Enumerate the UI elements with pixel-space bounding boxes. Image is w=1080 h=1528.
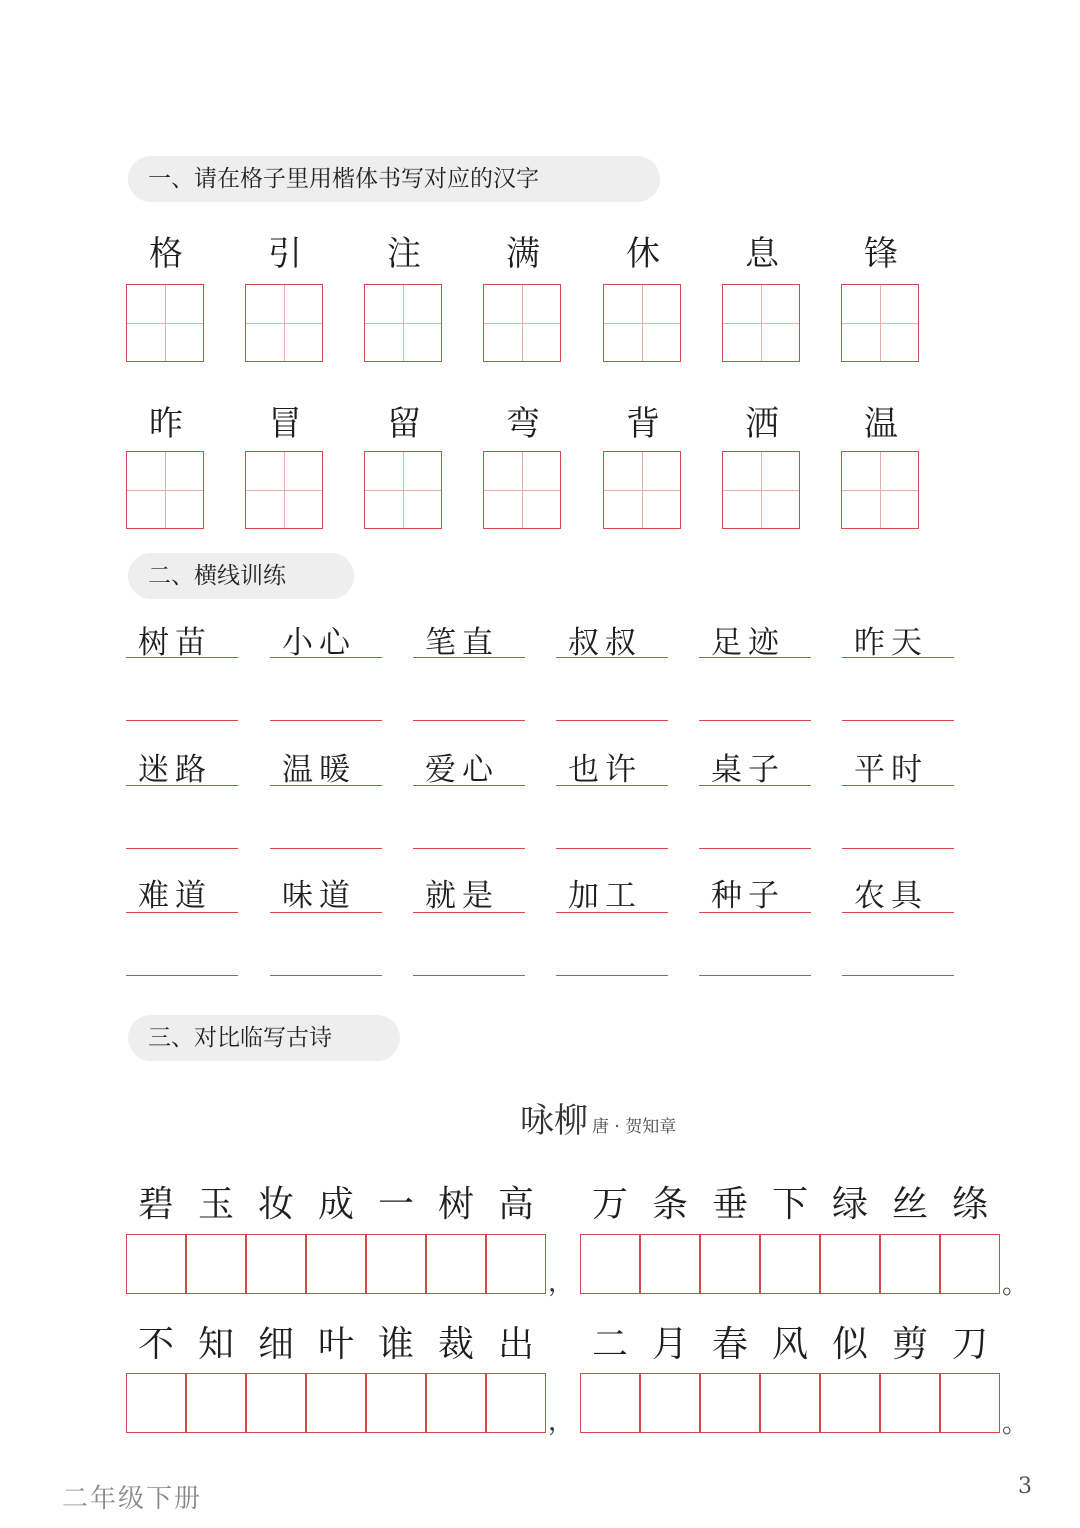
tianzi-grid-box[interactable]	[603, 451, 681, 529]
poem-box[interactable]	[486, 1234, 546, 1294]
poem-char: 细	[257, 1324, 294, 1365]
poem-box[interactable]	[640, 1234, 700, 1294]
poem-char: 妆	[257, 1184, 294, 1225]
poem-title	[520, 1093, 676, 1142]
practice-line[interactable]	[126, 975, 238, 976]
practice-char: 引	[268, 234, 302, 274]
poem-char: 似	[831, 1324, 868, 1365]
poem-char: 一	[377, 1184, 414, 1225]
poem-char: 玉	[197, 1184, 234, 1225]
poem-box[interactable]	[186, 1373, 246, 1433]
practice-line[interactable]	[842, 720, 954, 721]
word-underline	[270, 657, 382, 658]
practice-line[interactable]	[699, 720, 811, 721]
tianzi-grid-box[interactable]	[483, 284, 561, 362]
poem-char: 树	[437, 1184, 474, 1225]
poem-box[interactable]	[580, 1234, 640, 1294]
poem-char: 垂	[711, 1184, 748, 1225]
practice-char: 锋	[864, 234, 898, 274]
practice-char: 满	[506, 234, 540, 274]
poem-char: 下	[771, 1184, 808, 1225]
practice-line[interactable]	[842, 848, 954, 849]
word-underline	[413, 912, 525, 913]
poem-box[interactable]	[760, 1373, 820, 1433]
word-underline	[556, 785, 668, 786]
word-underline	[842, 785, 954, 786]
word-underline	[699, 785, 811, 786]
poem-box[interactable]	[580, 1373, 640, 1433]
word-underline	[413, 785, 525, 786]
poem-box[interactable]	[426, 1234, 486, 1294]
word-underline	[126, 785, 238, 786]
practice-char: 注	[387, 234, 421, 274]
word-sample: 爱心	[425, 752, 499, 788]
word-sample: 温暖	[282, 752, 356, 788]
practice-line[interactable]	[556, 975, 668, 976]
word-underline	[842, 912, 954, 913]
poem-box[interactable]	[126, 1234, 186, 1294]
word-underline	[699, 657, 811, 658]
poem-char: 绿	[831, 1184, 868, 1225]
poem-char: 出	[497, 1324, 534, 1365]
practice-line[interactable]	[270, 720, 382, 721]
word-sample: 也许	[568, 752, 642, 788]
tianzi-grid-box[interactable]	[722, 451, 800, 529]
word-sample: 农具	[854, 878, 928, 914]
word-underline	[270, 785, 382, 786]
practice-line[interactable]	[126, 720, 238, 721]
practice-line[interactable]	[842, 975, 954, 976]
poem-box[interactable]	[306, 1234, 366, 1294]
word-sample: 加工	[568, 878, 642, 914]
practice-char: 昨	[149, 404, 183, 444]
practice-line[interactable]	[699, 975, 811, 976]
poem-box[interactable]	[760, 1234, 820, 1294]
word-sample: 味道	[282, 878, 356, 914]
poem-char: 风	[771, 1324, 808, 1365]
section3-heading: 三、对比临写古诗	[128, 1015, 400, 1061]
poem-char: 月	[651, 1324, 688, 1365]
practice-char: 背	[626, 404, 660, 444]
poem-box[interactable]	[880, 1234, 940, 1294]
poem-title-text: 咏柳	[520, 1101, 588, 1141]
practice-line[interactable]	[413, 848, 525, 849]
word-sample: 昨天	[854, 625, 928, 661]
tianzi-grid-box[interactable]	[722, 284, 800, 362]
poem-box[interactable]	[640, 1373, 700, 1433]
poem-char: 丝	[891, 1184, 928, 1225]
poem-char: 高	[497, 1184, 534, 1225]
word-sample: 足迹	[711, 625, 785, 661]
practice-char: 休	[626, 234, 660, 274]
tianzi-grid-box[interactable]	[841, 451, 919, 529]
poem-char: 碧	[137, 1184, 174, 1225]
poem-author: 唐 · 贺知章	[592, 1117, 677, 1137]
poem-char: 剪	[891, 1324, 928, 1365]
word-underline	[413, 657, 525, 658]
word-underline	[556, 657, 668, 658]
word-underline	[126, 912, 238, 913]
poem-box[interactable]	[700, 1234, 760, 1294]
poem-box[interactable]	[366, 1373, 426, 1433]
poem-char: 绦	[951, 1184, 988, 1225]
word-sample: 小心	[282, 625, 356, 661]
poem-box[interactable]	[246, 1234, 306, 1294]
word-sample: 种子	[711, 878, 785, 914]
poem-box[interactable]	[700, 1373, 760, 1433]
poem-period: 。	[1002, 1270, 1029, 1300]
poem-char: 裁	[437, 1324, 474, 1365]
page-number: 3	[1018, 1474, 1032, 1499]
word-underline	[556, 912, 668, 913]
tianzi-grid-box[interactable]	[126, 284, 204, 362]
practice-char: 息	[745, 234, 779, 274]
poem-char: 万	[591, 1184, 628, 1225]
poem-box[interactable]	[940, 1373, 1000, 1433]
practice-line[interactable]	[126, 848, 238, 849]
practice-line[interactable]	[270, 848, 382, 849]
word-sample: 树苗	[138, 625, 212, 661]
word-sample: 就是	[425, 878, 499, 914]
word-sample: 平时	[854, 752, 928, 788]
word-sample: 桌子	[711, 752, 785, 788]
poem-comma: ，	[548, 1407, 575, 1437]
practice-line[interactable]	[270, 975, 382, 976]
word-sample: 迷路	[138, 752, 212, 788]
poem-char: 春	[711, 1324, 748, 1365]
poem-box[interactable]	[940, 1234, 1000, 1294]
practice-line[interactable]	[413, 720, 525, 721]
word-underline	[699, 912, 811, 913]
practice-line[interactable]	[556, 848, 668, 849]
word-underline	[842, 657, 954, 658]
word-underline	[270, 912, 382, 913]
word-underline	[126, 657, 238, 658]
poem-box[interactable]	[426, 1373, 486, 1433]
practice-char: 温	[864, 404, 898, 444]
poem-box[interactable]	[820, 1373, 880, 1433]
poem-char: 叶	[317, 1324, 354, 1365]
poem-char: 二	[591, 1324, 628, 1365]
practice-char: 留	[387, 404, 421, 444]
tianzi-grid-box[interactable]	[364, 451, 442, 529]
poem-char: 刀	[951, 1324, 988, 1365]
footer-grade: 二年级下册	[62, 1484, 203, 1514]
tianzi-grid-box[interactable]	[483, 451, 561, 529]
tianzi-grid-box[interactable]	[245, 284, 323, 362]
section1-heading: 一、请在格子里用楷体书写对应的汉字	[128, 156, 660, 202]
poem-comma: ，	[548, 1268, 575, 1298]
poem-char: 成	[317, 1184, 354, 1225]
practice-char: 格	[149, 234, 183, 274]
section2-heading: 二、横线训练	[128, 553, 354, 599]
poem-box[interactable]	[246, 1373, 306, 1433]
poem-box[interactable]	[486, 1373, 546, 1433]
practice-line[interactable]	[699, 848, 811, 849]
practice-line[interactable]	[413, 975, 525, 976]
word-sample: 难道	[138, 878, 212, 914]
word-sample: 叔叔	[568, 625, 642, 661]
word-sample: 笔直	[425, 625, 499, 661]
poem-box[interactable]	[126, 1373, 186, 1433]
practice-char: 洒	[745, 404, 779, 444]
poem-char: 知	[197, 1324, 234, 1365]
tianzi-grid-box[interactable]	[245, 451, 323, 529]
practice-char: 冒	[268, 404, 302, 444]
poem-period: 。	[1002, 1409, 1029, 1439]
tianzi-grid-box[interactable]	[126, 451, 204, 529]
practice-line[interactable]	[556, 720, 668, 721]
poem-box[interactable]	[186, 1234, 246, 1294]
poem-box[interactable]	[366, 1234, 426, 1294]
tianzi-grid-box[interactable]	[364, 284, 442, 362]
poem-box[interactable]	[306, 1373, 366, 1433]
practice-char: 弯	[506, 404, 540, 444]
tianzi-grid-box[interactable]	[841, 284, 919, 362]
poem-box[interactable]	[880, 1373, 940, 1433]
poem-box[interactable]	[820, 1234, 880, 1294]
tianzi-grid-box[interactable]	[603, 284, 681, 362]
poem-char: 谁	[377, 1324, 414, 1365]
poem-char: 条	[651, 1184, 688, 1225]
poem-char: 不	[137, 1324, 174, 1365]
